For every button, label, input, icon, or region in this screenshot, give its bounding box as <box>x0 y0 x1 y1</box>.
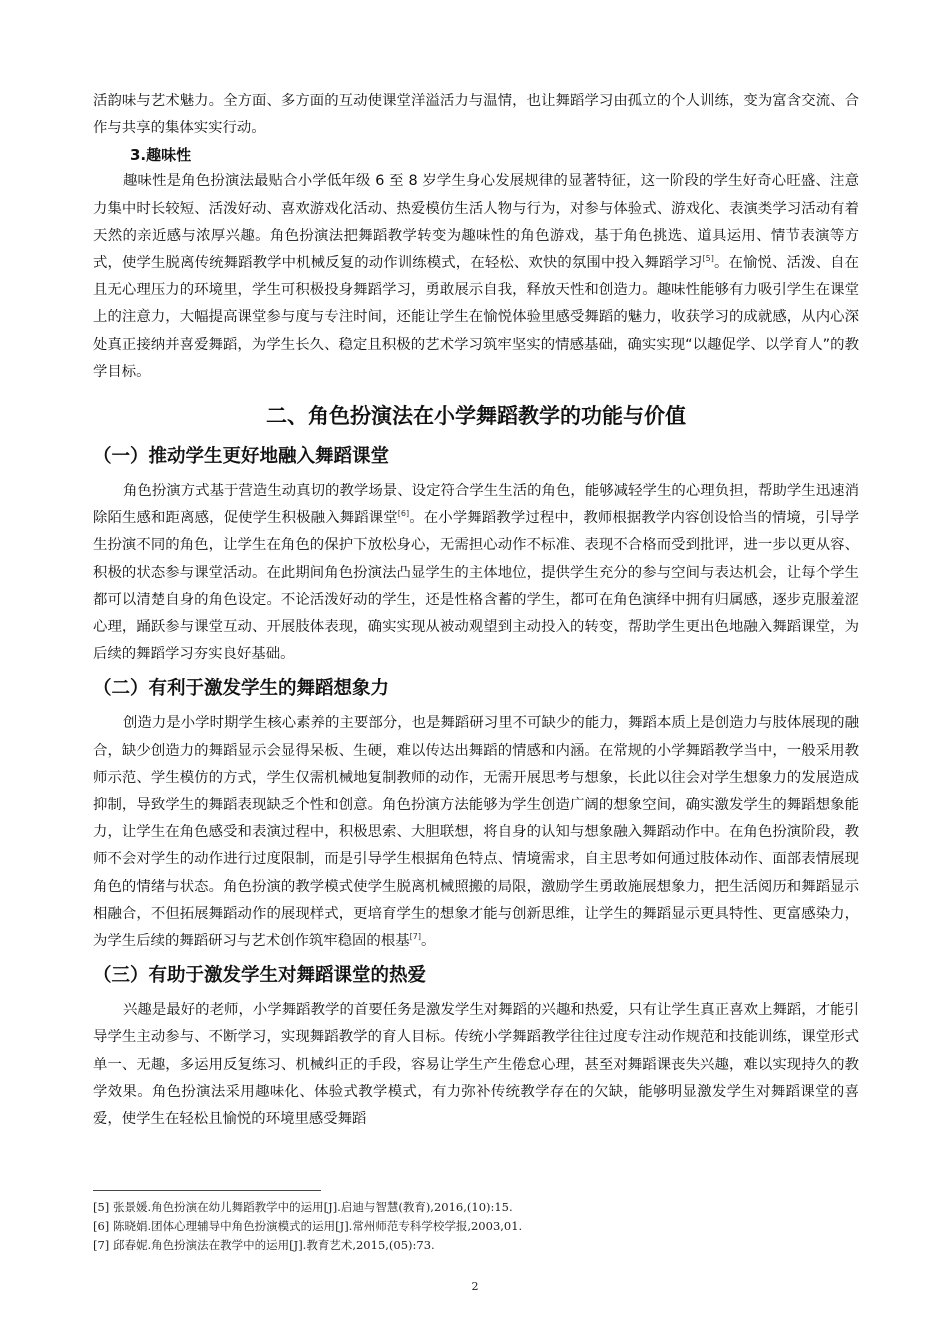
paragraph-text: 兴趣是最好的老师，小学舞蹈教学的首要任务是激发学生对舞蹈的兴趣和热爱，只有让学生真正喜欢上舞蹈，才能引导学生主动参与、不断学习，实现舞蹈教学的育人目标。传统小学舞蹈教学往往过度专注动作规范和技能训练，课堂形式单一、无趣，多运用反复练习、机械纠正的手段，容易让学生产生倦怠心理，甚至对舞蹈课丧失兴趣，难以实现持久的教学效果。角色扮演法采用趣味化、体验式教学模式，有力弥补传统教学存在的欠缺，能够明显激发学生对舞蹈课堂的喜爱，使学生在轻松且愉悦的环境里感受舞蹈 <box>93 1002 859 1128</box>
paragraph-text: 。在小学舞蹈教学过程中，教师根据教学内容创设恰当的情境，引导学生扮演不同的角色，让学生在角色的保护下放松身心，无需担心动作不标准、表现不合格而受到批评，进一步以更从容、积极的状态参与课堂活动。在此期间角色扮演法凸显学生的主体地位，提供学生充分的参与空间与表达机会，让每个学生都可以清楚自身的角色设定。不论活泼好动的学生，还是性格含蓄的学生，都可在角色演绎中拥有归属感，逐步克服羞涩心理，踊跃参与课堂互动、开展肢体表现，确实实现从被动观望到主动投入的转变，帮助学生更出色地融入舞蹈课堂，为后续的舞蹈学习夯实良好基础。 <box>93 510 859 663</box>
section-heading-3: （三）有助于激发学生对舞蹈课堂的热爱 <box>93 965 427 987</box>
paragraph-text: 。 <box>420 933 436 950</box>
section-title: 二、角色扮演法在小学舞蹈教学的功能与价值 <box>266 404 686 429</box>
footnote-5: [5] 张景媛.角色扮演在幼儿舞蹈教学中的运用[J].启迪与智慧(教育),2016,(10):15. <box>93 1200 513 1214</box>
citation-5[interactable]: [5] <box>702 254 714 264</box>
footnote-divider <box>93 1190 321 1191</box>
page-number: 2 <box>471 1280 479 1293</box>
paragraph-text: 创造力是小学时期学生核心素养的主要部分，也是舞蹈研习里不可缺少的能力，舞蹈本质上是创造力与肢体展现的融合，缺少创造力的舞蹈显示会显得呆板、生硬，难以传达出舞蹈的情感和内涵。在常规的小学舞蹈教学当中，一般采用教师示范、学生模仿的方式，学生仅需机械地复制教师的动作，无需开展思考与想象，长此以往会对学生想象力的发展造成抑制，导致学生的舞蹈表现缺乏个性和创意。角色扮演方法能够为学生创造广阔的想象空间，确实激发学生的舞蹈想象能力，让学生在角色感受和表演过程中，积极思索、大胆联想，将自身的认知与想象融入舞蹈动作中。在角色扮演阶段，教师不会对学生的动作进行过度限制，而是引导学生根据角色特点、情境需求，自主思考如何通过肢体动作、面部表情展现角色的情绪与状态。角色扮演的教学模式使学生脱离机械照搬的局限，激励学生勇敢施展想象力，把生活阅历和舞蹈显示相融合，不但拓展舞蹈动作的展现样式，更培育学生的想象才能与创新思维，让学生的舞蹈显示更具特性、更富感染力，为学生后续的舞蹈研习与艺术创作筑牢稳固的根基 <box>93 715 859 950</box>
paragraph-text: 。在愉悦、活泼、自在且无心理压力的环境里，学生可积极投身舞蹈学习，勇敢展示自我，释放天性和创造力。趣味性能够有力吸引学生在课堂上的注意力，大幅提高课堂参与度与专注时间，还能让学生在愉悦体验里感受舞蹈的魅力，收获学习的成就感，从内心深处真正接纳并喜爱舞蹈，为学生长久、稳定且积极的艺术学习筑牢坚实的情感基础，确实实现“以趣促学、以学育人”的教学目标。 <box>93 255 859 380</box>
section-paragraph-2 <box>93 710 859 955</box>
page-body <box>93 88 859 1133</box>
continued-paragraph: 活韵味与艺术魅力。全方面、多方面的互动使课堂洋溢活力与温情，也让舞蹈学习由孤立的个人训练，变为富含交流、合作与共享的集体实实行动。 <box>93 93 859 137</box>
paragraph-text: 角色扮演方式基于营造生动真切的教学场景、设定符合学生生活的角色，能够减轻学生的心理负担，帮助学生迅速消除陌生感和距离感，促使学生积极融入舞蹈课堂 <box>93 483 859 527</box>
footnotes <box>93 1198 859 1255</box>
footnote-7: [7] 邱春妮.角色扮演法在教学中的运用[J].教育艺术,2015,(05):73. <box>93 1238 435 1252</box>
paragraph-text: 趣味性是角色扮演法最贴合小学低年级 6 至 8 岁学生身心发展规律的显著特征，这一阶段的学生好奇心旺盛、注意力集中时长较短、活泼好动、喜欢游戏化活动、热爱模仿生活人物与行为，对参与体验式、游戏化、表演类学习活动有着天然的亲近感与浓厚兴趣。角色扮演法把舞蹈教学转变为趣味性的角色游戏，基于角色挑选、道具运用、情节表演等方式，使学生脱离传统舞蹈教学中机械反复的动作训练模式，在轻松、欢快的氛围中投入舞蹈学习 <box>93 173 859 272</box>
citation-6[interactable]: [6] <box>397 509 410 519</box>
subheading-interest: 3.趣味性 <box>130 146 192 165</box>
section-paragraph-1 <box>93 478 859 668</box>
paragraph-interest <box>93 168 859 386</box>
section-heading-2: （二）有利于激发学生的舞蹈想象力 <box>93 678 390 700</box>
section-heading-1: （一）推动学生更好地融入舞蹈课堂 <box>93 446 390 468</box>
citation-7[interactable]: [7] <box>409 932 421 942</box>
footnote-6: [6] 陈晓娟.团体心理辅导中角色扮演模式的运用[J].常州师范专科学校学报,2003,01. <box>93 1219 523 1233</box>
section-paragraph-3 <box>93 997 859 1133</box>
